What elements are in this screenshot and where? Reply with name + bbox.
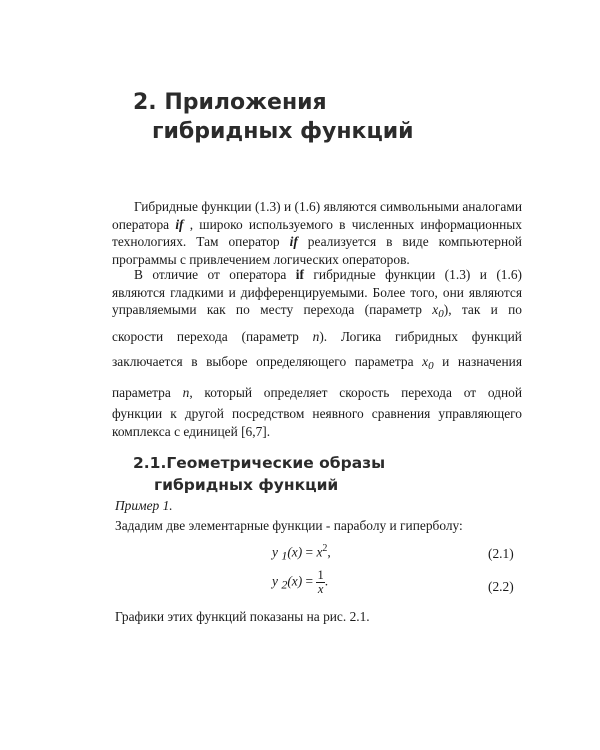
equation-2-2 (272, 569, 328, 596)
para1-line1: Гибридные функции (1.3) и (1.6) являются символьными аналогами (134, 199, 522, 214)
math-x: x (432, 302, 439, 317)
math-n: n (312, 328, 320, 344)
subsection-title-line2: гибридных функций (154, 476, 339, 494)
section-title-line1: 2. Приложения (133, 90, 327, 115)
para1-text: оператора (112, 216, 170, 232)
para1-line4: программы с привлечением логических операторов. (112, 251, 410, 267)
eq-arg: (x) (287, 544, 303, 560)
fraction-denominator: x (317, 582, 324, 596)
para2-text: ), так и по (443, 302, 522, 317)
para2-text: , который определяет скорость перехода от одной (189, 384, 522, 400)
eq-power: 2 (322, 543, 328, 554)
paragraph-2 (112, 266, 522, 440)
para2-line5 (112, 349, 522, 380)
equation-number-2-2: (2.2) (488, 579, 514, 594)
para2-text: заключается в выборе определяющего параметра (112, 354, 414, 369)
equation-2-1 (272, 543, 331, 563)
section-title (133, 88, 414, 146)
para2-line3 (112, 301, 522, 324)
math-subscript: 0 (438, 308, 444, 320)
para2-line2: являются гладкими и дифференцируемыми. Более того, они являются (112, 284, 522, 300)
fraction-numerator: 1 (317, 568, 324, 582)
eq-arg: (x) (287, 573, 303, 589)
para1-line3 (112, 233, 522, 251)
para2-line4 (112, 324, 522, 350)
para2-line1 (112, 266, 522, 284)
subsection-title (133, 452, 385, 496)
if-keyword: if (295, 267, 304, 282)
paragraph-1 (112, 198, 522, 268)
example-label: Пример 1. (115, 498, 173, 513)
para1-line2 (112, 216, 522, 234)
para2-text: ). Логика гибридных функций (319, 328, 522, 344)
para2-line7: функции к другой посредством неявного сравнения управляющего (112, 406, 522, 421)
eq-x: x (316, 544, 323, 560)
math-n: n (182, 384, 190, 400)
para1-text: реализуется в виде компьютерной (307, 234, 522, 249)
eq-sign: = (305, 573, 314, 589)
eq-tail: , (327, 544, 331, 560)
para2-text: скорости перехода (параметр (112, 328, 299, 344)
section-title-line2: гибридных функций (152, 119, 414, 144)
eq-subscript: 2 (281, 577, 288, 592)
eq-y: y (272, 544, 278, 560)
para2-text: управляемыми как по месту перехода (параметр (112, 302, 422, 317)
eq-sign: = (305, 544, 314, 560)
eq-y: y (272, 573, 278, 589)
para1-text: технологиях. Там оператор (112, 234, 280, 249)
math-x: x (422, 354, 429, 369)
math-subscript: 0 (428, 360, 434, 372)
para2-text: гибридные функции (1.3) и (1.6) (313, 267, 522, 282)
eq-subscript: 1 (281, 548, 288, 563)
para2-text: В отличие от оператора (134, 267, 287, 282)
eq-tail: . (324, 573, 329, 589)
eq-fraction (316, 569, 324, 596)
equation-number-2-1: (2.1) (488, 546, 514, 561)
if-keyword: if (289, 234, 298, 249)
para1-text: , широко используемого в численных информационных (189, 216, 522, 232)
para2-text: параметра (112, 384, 171, 400)
intro-text: Зададим две элементарные функции - параболу и гиперболу: (115, 518, 463, 533)
para2-line8: комплекса с единицей [6,7]. (112, 423, 271, 439)
para2-text: и назначения (442, 354, 522, 369)
subsection-title-line1: 2.1.Геометрические образы (133, 454, 386, 472)
outro-text: Графики этих функций показаны на рис. 2.1. (115, 609, 370, 624)
para2-line6 (112, 380, 522, 406)
if-keyword: if (175, 216, 184, 232)
